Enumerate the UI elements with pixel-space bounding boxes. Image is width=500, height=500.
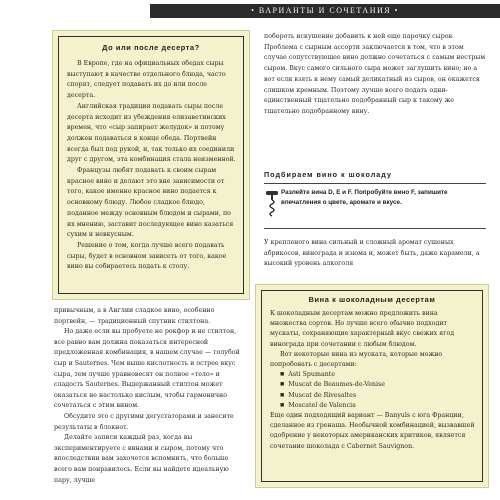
body-paragraph: Но даже если вы пробуете не рокфор и не стилтон, все равно вам должна показаться интересной предложенная комбинация, в нашем случае — голубой сыр и Sauternes. Чем выше кислотность и острее вкус сыра, тем лучше уравновесят он полное «тело» и сладость Sauternes. Выдержанный стилтон может оказаться не настолько кислым, чтобы гармонично сочетаться с этим вином. (54, 328, 240, 410)
sidebar-paragraph: Английская традиция подавать сыры после десерта исходит из убеждения елизаветинских времен, что «сыр запирает желудок» и потому должен подаваться в конце обеда. Портвейн всегда был под рукой, и, так только их соединили друг с другом, эта комбинация стала неизменной. (67, 102, 236, 164)
body-paragraph: У крепленого вина сильный и сложный аромат сушеных абрикосов, винограда и изюма и, может быть, даже карамели, а высокий уровень алкоголя (264, 239, 480, 268)
header-bar (150, 4, 500, 18)
tip-rule (264, 228, 486, 229)
sidebar-paragraph: К шоколадным десертам можно предложить вина множества сортов. Но лучше всего обычно подходит мускаты, сохраняющие характерный вкус свежих ягод винограда при сочетании с любым блюдом. (270, 310, 455, 348)
sidebar-body (270, 309, 476, 452)
list-item: ■ Moscatel de Valencia (280, 401, 476, 411)
right-top-text (264, 32, 486, 118)
left-bottom-text (54, 306, 248, 486)
running-header (0, 0, 500, 22)
section-body (264, 238, 486, 270)
wine-list (270, 370, 476, 411)
list-item: ■ Muscat de Rivesaltes (280, 391, 476, 401)
list-item: ■ Asti Spumante (280, 370, 476, 380)
section-rule (264, 183, 486, 184)
sidebar-box-chocolate-wines (255, 284, 489, 488)
body-paragraph: Обсудите это с другими дегустаторами и занесите результаты в блокнот. (54, 412, 234, 431)
running-title: • ВАРИАНТЫ И СОЧЕТАНИЯ • (251, 6, 399, 15)
sidebar-paragraph: Вот некоторые вина из муската, которые можно попробовать с десертами: (270, 350, 443, 369)
sidebar-paragraph: Решение о том, когда лучше всего подавать сыры, будет в основном зависеть от того, какое вино вы собираетесь подать к столу. (67, 241, 227, 271)
sidebar-frame (261, 290, 483, 482)
sidebar-title: Вина к шоколадным десертам (308, 295, 436, 304)
sidebar-paragraph: Еще один подходящий вариант — Banyuls с юга Франции, сделанное из гренаша. Необычной комбинацией, вызвавшей одобрение у некоторых американских критиков, является сочетание шоколада с Cabernet Sauvignon. (270, 412, 475, 450)
tasting-tip: Разлейте вина D, E и F. Попробуйте вино F, запишите впечатления о цвете, аромате и вкусе. (281, 189, 448, 207)
sidebar-body (67, 59, 237, 273)
body-paragraph: Делайте записи каждый раз, когда вы экспериментируете с винами и сыром, потому что впоследствии вам захочется вспомнить, что больше всего вам понравилось. Если вы найдете идеальную пару, лучше (54, 434, 229, 484)
sidebar-paragraph: Французы любят подавать к своим сырам красное вино и делают это вне зависимости от того, какое именно красное вино подается к основному блюду. Любое сладкое блюдо, поданное между основным блюдом и сырами, по их мнению, заставит последующее вино казаться сухим и невкусным. (67, 167, 234, 239)
sidebar-frame (58, 36, 244, 294)
sidebar-title: До или после десерта? (102, 43, 200, 52)
list-item: ■ Muscat de Beaumes-de-Venise (280, 380, 476, 390)
section-title: Подбираем вино к шоколаду (264, 170, 392, 179)
body-paragraph: привычным, а в Англии сладкое вино, особенно портвейн, — традиционный спутник стилтона. (54, 307, 215, 325)
corkscrew-icon (264, 190, 280, 218)
sidebar-box-dessert-order (52, 30, 250, 300)
body-paragraph: побороть искушение добавить к ней еще парочку сыров. Проблема с сырным ассорти заключается в том, что в этом случае сопутствующее вино должно сочетаться с самым нестрым сыром. Вкус самого сильного сыра может заглушить вино; но а вот если взять к нему самый деликатный из сыров, он окажется слишком кремным. Поэтому лучше всего подать одни-единственный тщательно подобранный сыр к такому же тщательно подобранному вину. (264, 33, 486, 115)
sidebar-paragraph: В Европе, где на официальных обедах сыры выступают в качестве отдельного блюда, часто спорят, следует подавать их до или после десерта. (67, 60, 226, 100)
